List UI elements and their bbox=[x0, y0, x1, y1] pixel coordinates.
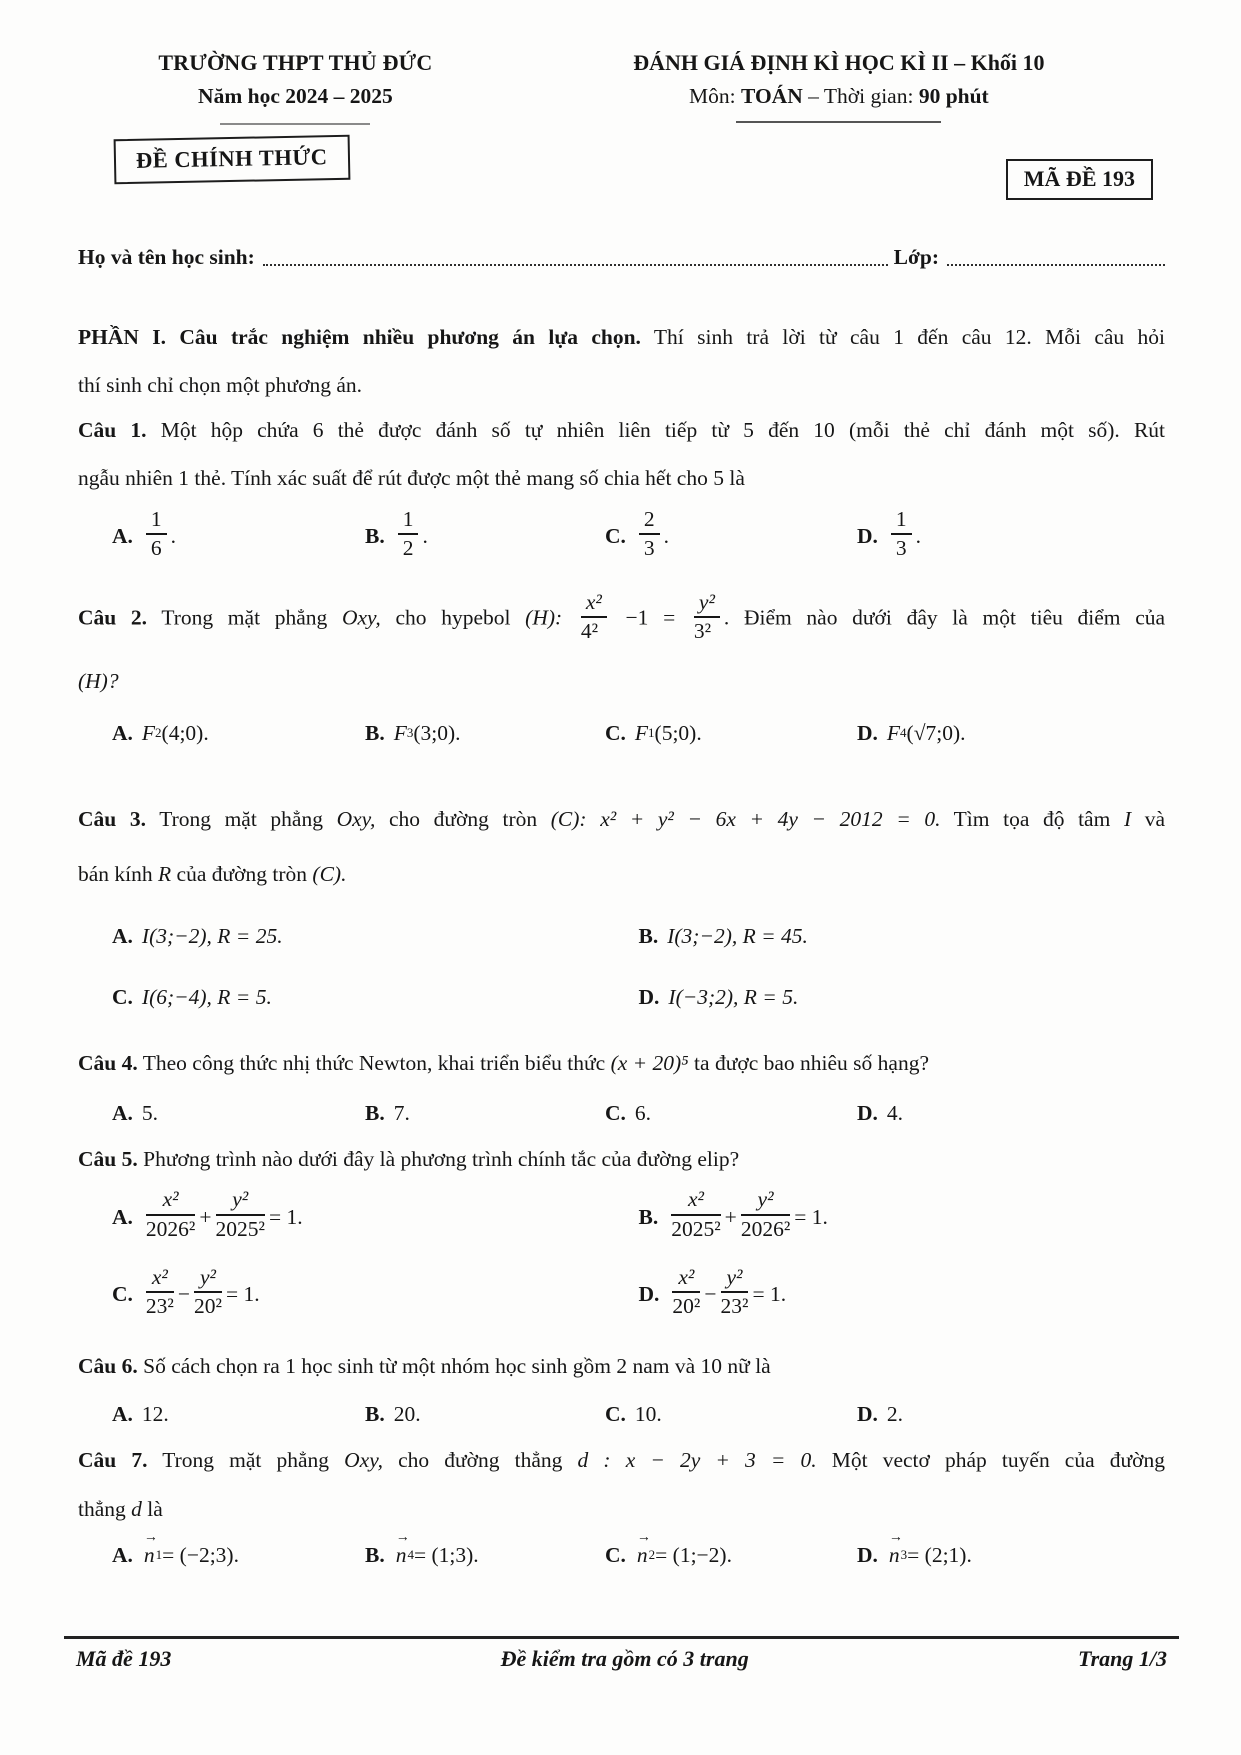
student-name-dotted-line bbox=[263, 252, 888, 266]
page-footer bbox=[64, 1636, 1179, 1672]
question-5-label: Câu 5. bbox=[78, 1146, 138, 1171]
circle-equation: (C): x² + y² − 6x + 4y − 2012 = 0. bbox=[550, 806, 941, 831]
option-value: I(3;−2), R = 25. bbox=[141, 923, 283, 948]
official-exam-box: ĐỀ CHÍNH THỨC bbox=[114, 135, 350, 185]
question-3-label: Câu 3. bbox=[78, 806, 146, 831]
header-right-rule bbox=[736, 121, 941, 123]
question-5-line-1 bbox=[78, 1146, 1165, 1173]
option-value: = (2;1). bbox=[907, 1542, 972, 1567]
fraction-y: $\frac{\text{y²}}{\text{23²}}$ bbox=[720, 1264, 749, 1319]
subject-prefix: Môn: bbox=[689, 84, 736, 108]
part1-title: PHẦN I. Câu trắc nghiệm nhiều phương án lựa chọn. bbox=[78, 325, 641, 349]
option-letter: C. bbox=[605, 1401, 626, 1426]
option-value: 5. bbox=[141, 1100, 159, 1125]
oxy-plane: Oxy, bbox=[341, 605, 381, 630]
equals-one: = 1. bbox=[794, 1204, 828, 1229]
option-value: = (−2;3). bbox=[162, 1542, 239, 1567]
question-2 bbox=[78, 589, 1165, 746]
operator: + bbox=[199, 1204, 212, 1229]
stamp-box-row bbox=[78, 125, 1165, 237]
equals-one: = 1. bbox=[268, 1204, 303, 1229]
option-letter: A. bbox=[112, 720, 133, 745]
line-symbol: d bbox=[131, 1496, 142, 1521]
option-letter: D. bbox=[638, 1281, 660, 1306]
vector-n-symbol: → n bbox=[144, 1543, 155, 1568]
question-3-text-1: Trong mặt phẳng bbox=[159, 806, 323, 831]
option-letter: A. bbox=[112, 523, 133, 548]
option-d: D. → n 3 = (2;1). bbox=[857, 1543, 1165, 1568]
question-7-line2-a: thẳng bbox=[78, 1496, 126, 1521]
question-6-line-1 bbox=[78, 1353, 1165, 1380]
option-letter: B. bbox=[638, 1204, 659, 1229]
question-3-text-3: Tìm tọa độ tâm bbox=[953, 806, 1111, 831]
question-1-line-1 bbox=[78, 417, 1165, 444]
option-value: 10. bbox=[634, 1401, 662, 1426]
option-b bbox=[365, 1402, 605, 1427]
question-5-text: Phương trình nào dưới đây là phương trình chính tắc của đường elip? bbox=[143, 1146, 740, 1171]
class-label: Lớp: bbox=[893, 245, 939, 269]
equals-one: = 1. bbox=[225, 1281, 260, 1306]
header-right bbox=[513, 50, 1165, 125]
option-value: 7. bbox=[393, 1100, 410, 1125]
header-left bbox=[78, 50, 513, 125]
question-6-text: Số cách chọn ra 1 học sinh từ một nhóm học sinh gồm 2 nam và 10 nữ là bbox=[143, 1354, 771, 1378]
subject-line bbox=[513, 84, 1165, 109]
option-d bbox=[639, 985, 1166, 1010]
option-b bbox=[365, 1101, 605, 1126]
option-value: I(−3;2), R = 5. bbox=[668, 984, 799, 1009]
option-value: 20. bbox=[393, 1401, 421, 1426]
focus-symbol: F bbox=[141, 720, 156, 745]
class-dotted-line bbox=[947, 252, 1165, 266]
option-c: C. → n 2 = (1;−2). bbox=[605, 1543, 857, 1568]
option-value: 12. bbox=[141, 1401, 169, 1426]
option-tail: . bbox=[170, 523, 177, 548]
fraction-y: $\frac{\text{y²}}{\text{2026²}}$ bbox=[740, 1187, 791, 1242]
question-4-text-2: ta được bao nhiêu số hạng? bbox=[694, 1050, 930, 1075]
option-b: B. → n 4 = (1;3). bbox=[365, 1543, 605, 1568]
time-label: – Thời gian: bbox=[808, 84, 914, 108]
vector-n-symbol: → n bbox=[889, 1543, 900, 1568]
question-2-text-3: . Điểm nào dưới đây là một tiêu điểm của bbox=[723, 605, 1166, 630]
fraction: $\frac{2}{3}$ bbox=[639, 508, 660, 561]
school-name: TRƯỜNG THPT THỦ ĐỨC bbox=[158, 50, 433, 75]
part1-line-1 bbox=[78, 324, 1165, 351]
footer-page-number: Trang 1/3 bbox=[1077, 1646, 1167, 1671]
option-letter: B. bbox=[638, 923, 659, 948]
question-6-options bbox=[78, 1402, 1165, 1427]
question-4-label: Câu 4. bbox=[78, 1050, 138, 1075]
question-2-text-2: cho hypebol bbox=[395, 605, 511, 630]
question-1-label: Câu 1. bbox=[78, 417, 147, 442]
option-letter: C. bbox=[112, 1281, 133, 1306]
part1-heading bbox=[78, 324, 1165, 399]
focus-symbol: F bbox=[393, 720, 407, 745]
question-7 bbox=[78, 1447, 1165, 1568]
option-c bbox=[605, 1101, 857, 1126]
fraction-x: $\frac{\text{x²}}{\text{20²}}$ bbox=[672, 1264, 701, 1319]
circle-name: (C). bbox=[312, 861, 347, 886]
question-3-line2-a: bán kính bbox=[78, 861, 153, 886]
fraction: $\frac{1}{6}$ bbox=[146, 508, 167, 561]
option-letter: C. bbox=[605, 1100, 626, 1125]
fraction: $\frac{1}{3}$ bbox=[891, 508, 912, 561]
center-symbol: I bbox=[1123, 806, 1132, 831]
option-a: A. F 2 (4;0). bbox=[112, 720, 209, 745]
question-4-line-1 bbox=[78, 1050, 1165, 1077]
footer-pages-note: Đề kiểm tra gồm có 3 trang bbox=[500, 1646, 749, 1671]
line-equation: d : x − 2y + 3 = 0. bbox=[577, 1447, 817, 1472]
question-1-text-1: Một hộp chứa 6 thẻ được đánh số tự nhiên liên tiếp từ 5 đến 10 (mỗi thẻ chỉ đánh một số). Rút bbox=[160, 417, 1166, 442]
operator: − bbox=[177, 1281, 190, 1306]
option-letter: D. bbox=[857, 1100, 878, 1125]
option-letter: D. bbox=[638, 984, 660, 1009]
question-3-options bbox=[78, 924, 1165, 1010]
option-a bbox=[112, 506, 365, 567]
question-3 bbox=[78, 806, 1165, 1010]
question-4-text-1: Theo công thức nhị thức Newton, khai triển biểu thức bbox=[142, 1050, 606, 1075]
option-letter: B. bbox=[365, 1542, 385, 1567]
option-a bbox=[112, 924, 639, 949]
student-name-label: Họ và tên học sinh: bbox=[78, 245, 255, 269]
oxy-plane: Oxy, bbox=[336, 806, 376, 831]
part1-line-2: thí sinh chỉ chọn một phương án. bbox=[78, 372, 362, 397]
option-value: (5;0). bbox=[654, 720, 702, 745]
vector-n-symbol: → n bbox=[637, 1543, 648, 1568]
option-letter: D. bbox=[857, 523, 878, 548]
fraction-x: $\frac{\text{x²}}{\text{2025²}}$ bbox=[671, 1187, 721, 1242]
student-info-line bbox=[78, 245, 1165, 270]
option-c bbox=[112, 985, 639, 1010]
oxy-plane: Oxy, bbox=[344, 1447, 383, 1472]
option-b bbox=[639, 1186, 1166, 1247]
question-3-text-2: cho đường tròn bbox=[389, 806, 538, 831]
option-value: I(6;−4), R = 5. bbox=[141, 984, 272, 1009]
question-6 bbox=[78, 1353, 1165, 1427]
option-letter: C. bbox=[605, 523, 626, 548]
option-d: D. F 4 (√7;0). bbox=[857, 720, 966, 745]
option-a: A. → n 1 = (−2;3). bbox=[112, 1543, 365, 1568]
equation-middle: −1 = bbox=[625, 605, 676, 630]
option-value: 6. bbox=[634, 1100, 652, 1125]
option-letter: A. bbox=[112, 1401, 133, 1426]
focus-symbol: F bbox=[886, 720, 901, 745]
option-letter: A. bbox=[112, 1204, 133, 1229]
option-d bbox=[857, 506, 1165, 567]
question-1 bbox=[78, 417, 1165, 567]
equals-one: = 1. bbox=[752, 1281, 787, 1306]
subject-name: TOÁN bbox=[741, 84, 803, 108]
question-2-line-1 bbox=[78, 589, 1165, 650]
exam-code-box: MÃ ĐỀ 193 bbox=[1006, 159, 1153, 200]
option-letter: D. bbox=[857, 1401, 878, 1426]
option-letter: C. bbox=[605, 1542, 626, 1567]
option-d bbox=[857, 1402, 1165, 1427]
option-letter: B. bbox=[365, 720, 385, 745]
footer-rule bbox=[64, 1636, 1179, 1639]
footer-exam-code: Mã đề 193 bbox=[76, 1646, 172, 1671]
option-tail: . bbox=[915, 523, 922, 548]
option-letter: A. bbox=[112, 1542, 133, 1567]
option-tail: . bbox=[663, 523, 670, 548]
question-7-line-1 bbox=[78, 1447, 1165, 1474]
hyperbola-name: (H): bbox=[525, 605, 563, 630]
operator: + bbox=[724, 1204, 737, 1229]
part1-instructions: Thí sinh trả lời từ câu 1 đến câu 12. Mỗi câu hỏi bbox=[653, 325, 1165, 349]
option-letter: A. bbox=[112, 1100, 133, 1125]
question-7-line2-b: là bbox=[147, 1496, 163, 1521]
option-value: = (1;3). bbox=[413, 1542, 479, 1567]
option-letter: C. bbox=[112, 984, 133, 1009]
fraction-y: $\frac{\text{y²}}{\text{20²}}$ bbox=[194, 1264, 222, 1319]
fraction-y: $\frac{\text{y²}}{\text{2025²}}$ bbox=[215, 1187, 265, 1242]
option-a bbox=[112, 1402, 365, 1427]
option-value: 2. bbox=[886, 1401, 904, 1426]
option-letter: B. bbox=[365, 1401, 385, 1426]
option-c: C. F 1 (5;0). bbox=[605, 720, 702, 745]
question-3-text-4: và bbox=[1144, 806, 1166, 831]
option-a bbox=[112, 1101, 365, 1126]
option-letter: C. bbox=[605, 720, 626, 745]
option-value: 4. bbox=[886, 1100, 904, 1125]
option-c bbox=[112, 1264, 639, 1325]
question-4-options bbox=[78, 1101, 1165, 1126]
header bbox=[78, 50, 1165, 125]
option-c bbox=[605, 506, 857, 567]
question-3-line2-b: của đường tròn bbox=[176, 861, 308, 886]
question-3-line-1 bbox=[78, 806, 1165, 833]
fraction-x: $\frac{\text{x²}}{\text{2026²}}$ bbox=[145, 1187, 196, 1242]
option-b bbox=[365, 506, 605, 567]
question-2-options bbox=[78, 721, 1165, 746]
option-letter: D. bbox=[857, 1542, 878, 1567]
option-tail: . bbox=[422, 523, 428, 548]
fraction-y: $\frac{\text{y²}}{\text{3²}}$ bbox=[694, 591, 720, 644]
question-2-line-2: (H)? bbox=[78, 669, 119, 694]
option-b bbox=[639, 924, 1166, 949]
fraction-x: $\frac{\text{x²}}{\text{23²}}$ bbox=[145, 1264, 174, 1319]
question-7-line-2 bbox=[78, 1496, 1165, 1523]
question-7-text-1: Trong mặt phẳng bbox=[162, 1447, 330, 1472]
question-5-options bbox=[78, 1186, 1165, 1325]
option-a bbox=[112, 1186, 639, 1247]
question-1-options bbox=[78, 506, 1165, 567]
option-b: B. F 3 (3;0). bbox=[365, 720, 461, 745]
question-7-text-2: cho đường thẳng bbox=[398, 1447, 563, 1472]
question-2-text-1: Trong mặt phẳng bbox=[161, 605, 328, 630]
question-4 bbox=[78, 1050, 1165, 1126]
focus-symbol: F bbox=[634, 720, 649, 745]
option-value: (√7;0). bbox=[906, 720, 966, 745]
question-7-label: Câu 7. bbox=[78, 1447, 148, 1472]
school-year: Năm học 2024 – 2025 bbox=[198, 84, 393, 108]
fraction: $\frac{1}{2}$ bbox=[398, 508, 419, 561]
radius-symbol: R bbox=[158, 861, 172, 886]
option-c bbox=[605, 1402, 857, 1427]
exam-title: ĐÁNH GIÁ ĐỊNH KÌ HỌC KÌ II – Khối 10 bbox=[633, 50, 1045, 75]
option-value: = (1;−2). bbox=[655, 1542, 732, 1567]
option-letter: B. bbox=[365, 523, 385, 548]
question-3-line-2 bbox=[78, 861, 1165, 888]
time-value: 90 phút bbox=[918, 84, 989, 108]
option-d bbox=[857, 1101, 1165, 1126]
option-value: (3;0). bbox=[413, 720, 461, 745]
option-letter: A. bbox=[112, 923, 133, 948]
question-6-label: Câu 6. bbox=[78, 1354, 138, 1378]
question-7-options bbox=[78, 1543, 1165, 1568]
footer-row bbox=[64, 1646, 1179, 1672]
question-7-text-3: Một vectơ pháp tuyến của đường bbox=[831, 1447, 1166, 1472]
operator: − bbox=[704, 1281, 717, 1306]
newton-expression: (x + 20)⁵ bbox=[610, 1050, 689, 1075]
option-value: I(3;−2), R = 45. bbox=[667, 923, 808, 948]
vector-n-symbol: → n bbox=[396, 1543, 407, 1568]
option-value: (4;0). bbox=[161, 720, 209, 745]
question-1-line-2: ngẫu nhiên 1 thẻ. Tính xác suất để rút được một thẻ mang số chia hết cho 5 là bbox=[78, 465, 745, 490]
question-5 bbox=[78, 1146, 1165, 1325]
fraction-x: $\frac{\text{x²}}{\text{4²}}$ bbox=[581, 591, 607, 644]
option-d bbox=[639, 1264, 1166, 1325]
option-letter: B. bbox=[365, 1100, 385, 1125]
option-letter: D. bbox=[857, 720, 878, 745]
question-2-label: Câu 2. bbox=[78, 605, 148, 630]
